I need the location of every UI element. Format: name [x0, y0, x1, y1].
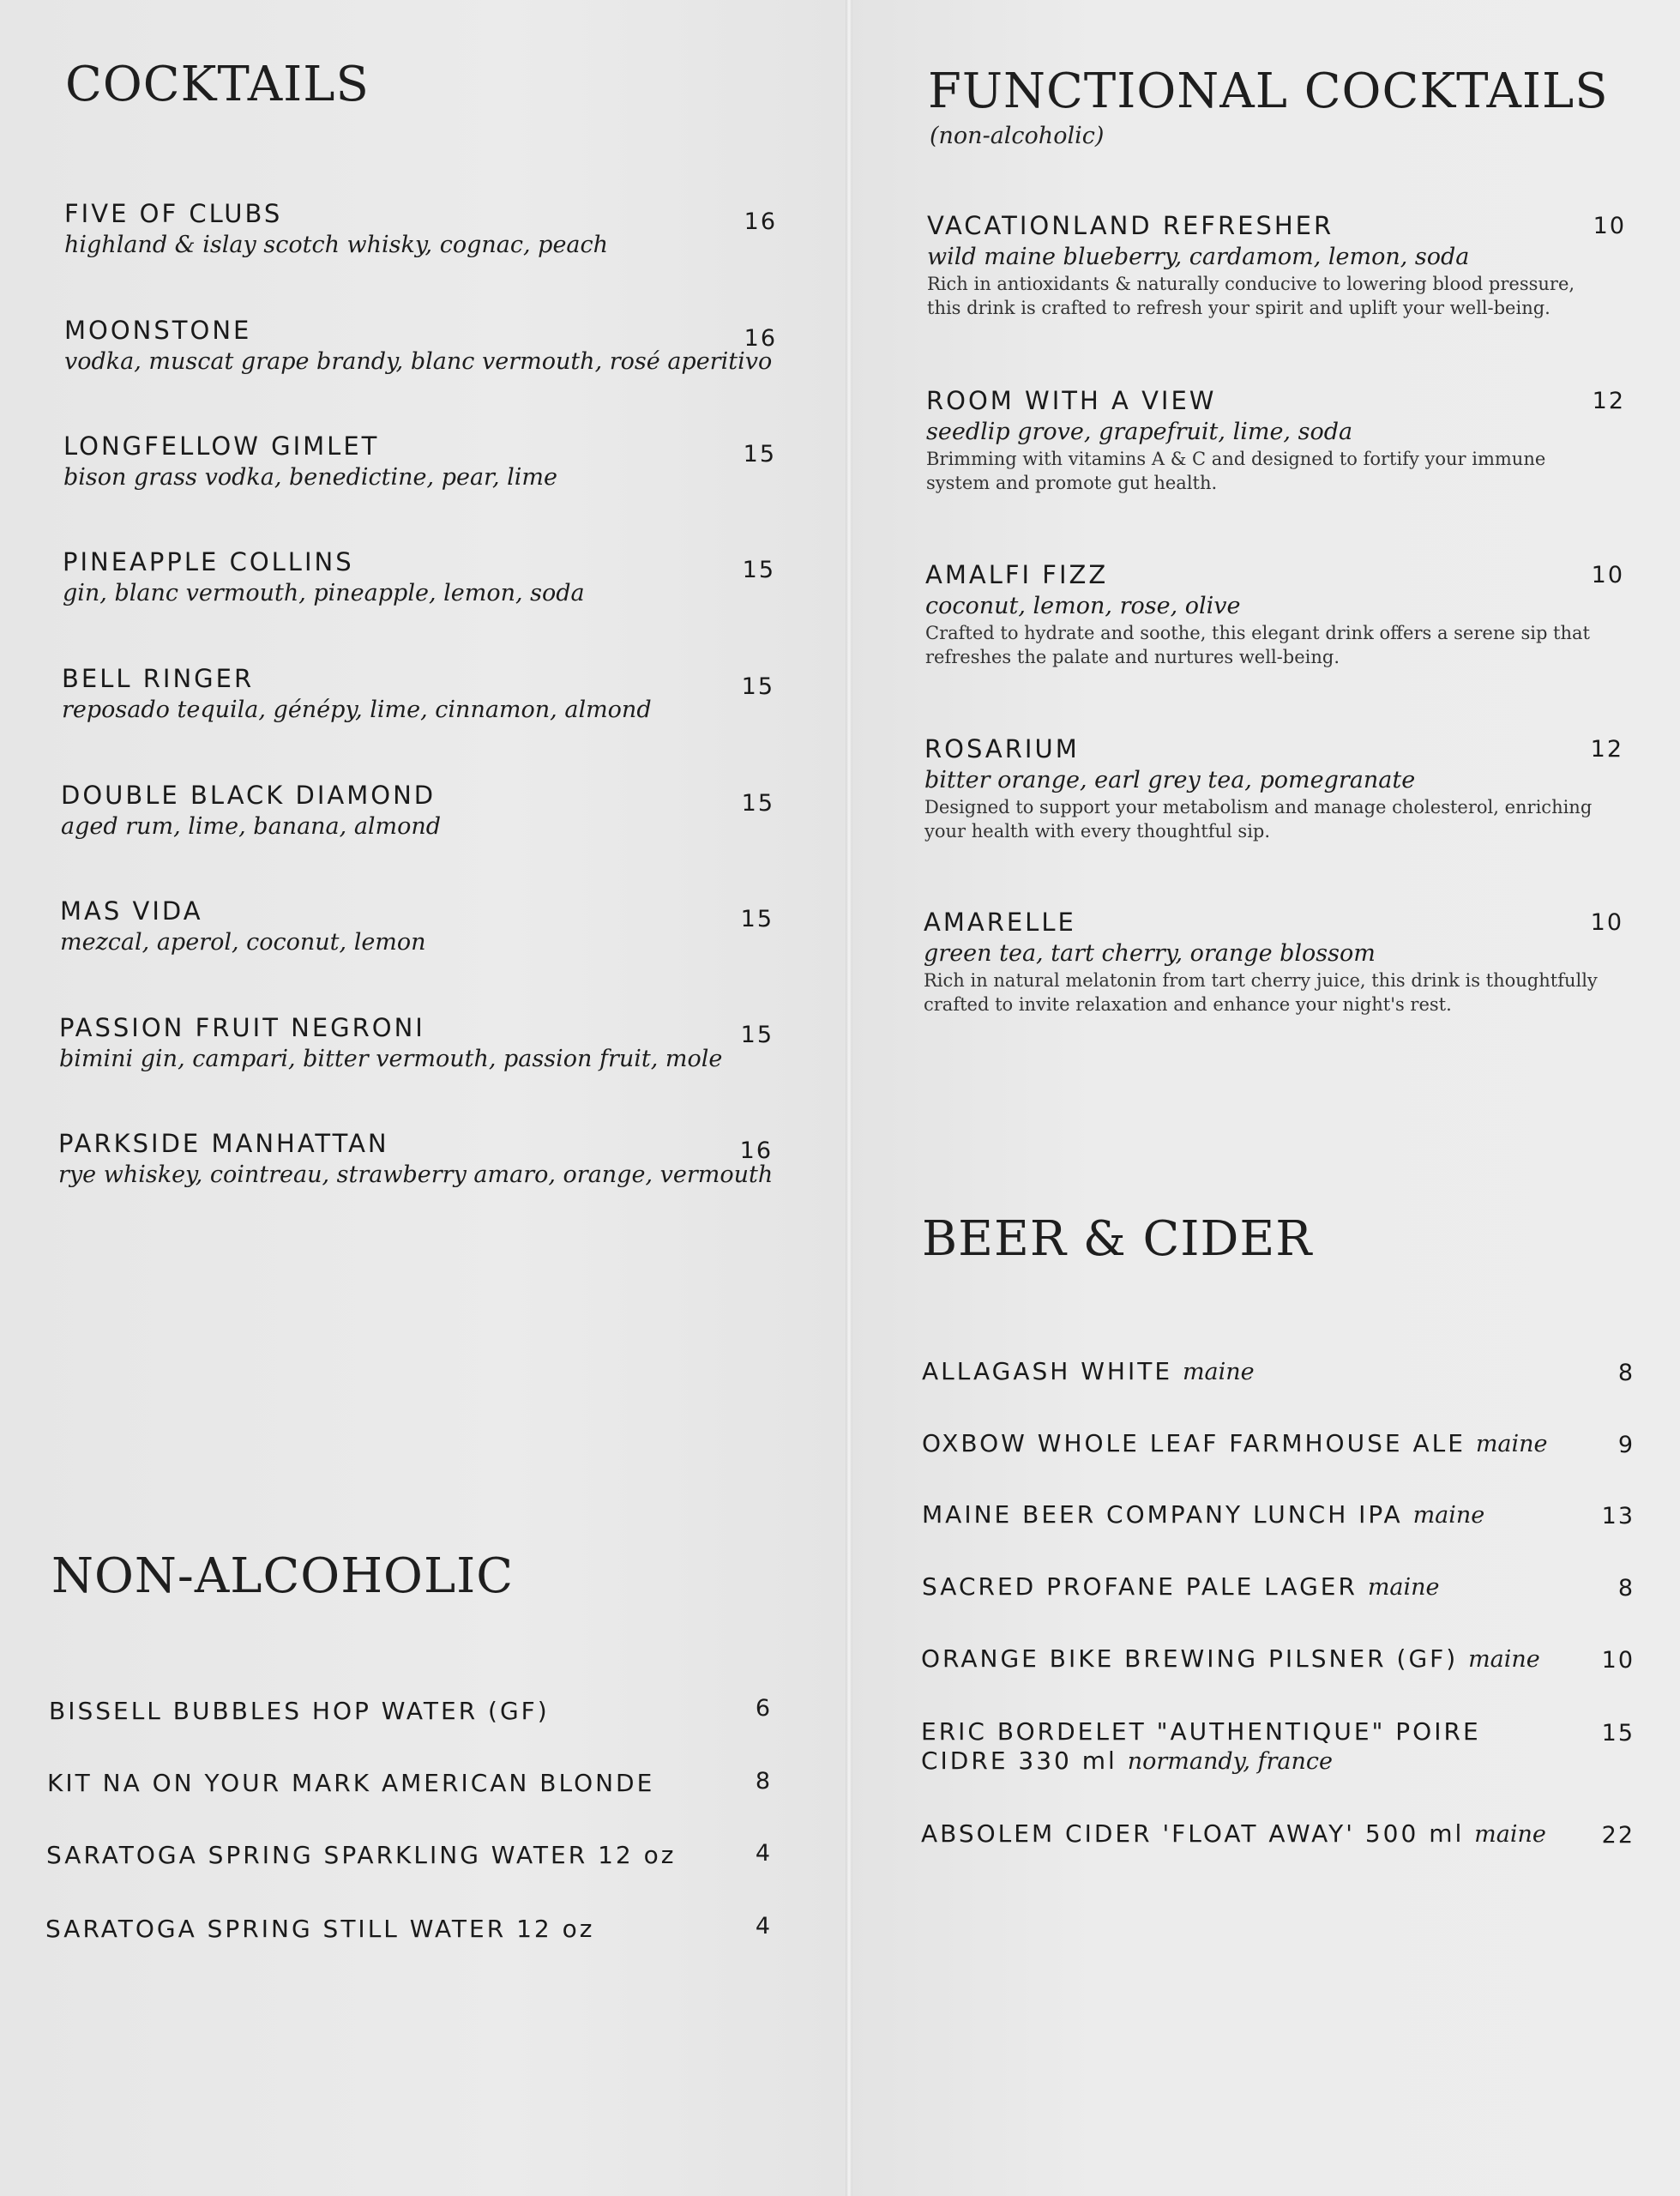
item-price: 10 — [1590, 909, 1623, 936]
item-price: 15 — [741, 673, 774, 700]
item-price: 16 — [739, 1137, 773, 1164]
menu-item-maine-beer-company: MAINE BEER COMPANY LUNCH IPA maine — [922, 1500, 1485, 1529]
item-price: 6 — [755, 1695, 772, 1722]
menu-item-name: SARATOGA SPRING SPARKLING WATER 12 oz — [46, 1841, 677, 1869]
item-name: MOONSTONE — [64, 316, 252, 345]
menu-item-passion-fruit-negroni — [59, 1013, 722, 1072]
item-name: AMARELLE — [924, 908, 1076, 937]
item-name: FIVE OF CLUBS — [64, 199, 283, 228]
item-price: 15 — [743, 441, 776, 468]
item-note: Rich in antioxidants & naturally conducive to lowering blood pressure, this drink is crafted to refresh your spirit and uplift your well-being. — [927, 274, 1575, 318]
item-price: 16 — [744, 325, 777, 352]
item-price: 10 — [1601, 1647, 1635, 1674]
menu-item-eric-bordelet: ERIC BORDELET "AUTHENTIQUE" POIRE CIDRE 330 ml normandy, france — [921, 1717, 1481, 1775]
item-description: aged rum, lime, banana, almond — [61, 813, 442, 840]
item-description: bitter orange, earl grey tea, pomegranate — [924, 767, 1416, 793]
beer-cider-heading: BEER & CIDER — [922, 1211, 1313, 1267]
menu-fold — [846, 0, 852, 2196]
item-name: VACATIONLAND REFRESHER — [927, 211, 1334, 240]
item-price: 9 — [1617, 1432, 1635, 1458]
item-description: wild maine blueberry, cardamom, lemon, soda — [927, 244, 1470, 270]
item-description: mezcal, aperol, coconut, lemon — [60, 929, 426, 956]
menu-item-name: SARATOGA SPRING STILL WATER 12 oz — [45, 1915, 595, 1943]
menu-item-bell-ringer — [62, 664, 652, 723]
item-description: bimini gin, campari, bitter vermouth, passion fruit, mole — [59, 1046, 723, 1072]
item-name: BELL RINGER — [62, 664, 255, 693]
menu-item-allagash-white: ALLAGASH WHITE maine — [922, 1357, 1255, 1385]
item-price: 15 — [741, 790, 774, 817]
item-name: PINEAPPLE COLLINS — [63, 547, 354, 576]
menu-item-amarelle — [924, 908, 1598, 1017]
item-name: DOUBLE BLACK DIAMOND — [61, 781, 437, 810]
item-price: 15 — [740, 906, 774, 932]
functional-cocktails-heading: FUNCTIONAL COCKTAILS — [928, 63, 1609, 119]
item-description: coconut, lemon, rose, olive — [925, 593, 1241, 619]
menu-item-name: BISSELL BUBBLES HOP WATER (GF) — [49, 1697, 550, 1725]
item-price: 8 — [1617, 1360, 1635, 1386]
menu-item-moonstone — [64, 316, 772, 375]
item-price: 8 — [755, 1768, 772, 1795]
right-page — [851, 0, 1680, 2196]
item-name: ROOM WITH A VIEW — [926, 386, 1217, 415]
item-origin: normandy, france — [1127, 1748, 1333, 1775]
menu-item-room-with-a-view — [926, 386, 1545, 495]
item-price: 8 — [1617, 1575, 1635, 1602]
item-name: AMALFI FIZZ — [925, 560, 1109, 589]
menu-item-name: KIT NA ON YOUR MARK AMERICAN BLONDE — [47, 1769, 655, 1797]
item-description: green tea, tart cherry, orange blossom — [924, 940, 1376, 967]
item-price: 12 — [1592, 388, 1625, 414]
item-origin: maine — [1474, 1821, 1546, 1848]
menu-item-amalfi-fizz — [925, 560, 1590, 669]
menu-item-absolem-cider: ABSOLEM CIDER 'FLOAT AWAY' 500 ml maine — [921, 1819, 1546, 1848]
item-price: 16 — [744, 208, 777, 235]
item-description: vodka, muscat grape brandy, blanc vermouth, rosé aperitivo — [64, 348, 773, 375]
item-name: LONGFELLOW GIMLET — [63, 431, 380, 461]
item-price: 15 — [742, 557, 775, 583]
menu-item-sacred-profane: SACRED PROFANE PALE LAGER maine — [922, 1572, 1440, 1601]
item-origin: maine — [1475, 1431, 1548, 1457]
cocktails-heading: COCKTAILS — [65, 57, 370, 112]
item-description: seedlip grove, grapefruit, lime, soda — [926, 419, 1353, 445]
menu-item-longfellow-gimlet — [63, 431, 557, 491]
item-price: 10 — [1591, 562, 1624, 588]
menu-item-double-black-diamond — [61, 781, 441, 840]
item-price: 15 — [1601, 1720, 1635, 1747]
item-name: PARKSIDE MANHATTAN — [58, 1129, 389, 1158]
menu-item-vacationland-refresher — [927, 211, 1575, 320]
menu-item-rosarium — [924, 734, 1592, 843]
functional-subtitle: (non-alcoholic) — [930, 123, 1105, 149]
item-note: Crafted to hydrate and soothe, this elegant drink offers a serene sip that refreshes the palate and nurtures well-being. — [925, 623, 1590, 667]
item-origin: maine — [1468, 1646, 1540, 1673]
item-description: gin, blanc vermouth, pineapple, lemon, soda — [63, 580, 585, 606]
item-description: reposado tequila, génépy, lime, cinnamon, almond — [62, 697, 652, 723]
item-origin: maine — [1412, 1502, 1485, 1529]
item-name: MAS VIDA — [60, 896, 203, 926]
item-origin: maine — [1367, 1574, 1440, 1601]
item-origin: maine — [1182, 1359, 1255, 1385]
item-note: Designed to support your metabolism and manage cholesterol, enriching your health with every thoughtful sip. — [924, 797, 1593, 842]
item-name: PASSION FRUIT NEGRONI — [59, 1013, 425, 1042]
item-price: 22 — [1601, 1822, 1635, 1849]
item-note: Brimming with vitamins A & C and designed to fortify your immune system and promote gut health. — [926, 449, 1546, 493]
item-description: rye whiskey, cointreau, strawberry amaro, orange, vermouth — [58, 1161, 774, 1188]
item-description: bison grass vodka, benedictine, pear, lime — [63, 464, 558, 491]
item-description: highland & islay scotch whisky, cognac, peach — [64, 232, 609, 258]
item-price: 15 — [740, 1022, 774, 1048]
item-price: 12 — [1590, 736, 1623, 763]
item-price: 13 — [1601, 1503, 1635, 1529]
item-note: Rich in natural melatonin from tart cherry juice, this drink is thoughtfully crafted to invite relaxation and enhance your night's rest. — [924, 970, 1598, 1015]
item-price: 4 — [755, 1840, 772, 1867]
menu-item-orange-bike: ORANGE BIKE BREWING PILSNER (GF) maine — [921, 1644, 1540, 1673]
item-price: 4 — [755, 1913, 772, 1940]
item-name: ROSARIUM — [924, 734, 1080, 763]
menu-item-mas-vida — [60, 896, 426, 956]
non-alcoholic-heading: NON-ALCOHOLIC — [51, 1548, 515, 1604]
menu-item-pineapple-collins — [63, 547, 585, 606]
item-price: 10 — [1593, 213, 1626, 239]
menu-item-oxbow: OXBOW WHOLE LEAF FARMHOUSE ALE maine — [922, 1429, 1548, 1457]
menu-item-parkside-manhattan — [58, 1129, 773, 1188]
menu-item-five-of-clubs — [64, 199, 608, 258]
